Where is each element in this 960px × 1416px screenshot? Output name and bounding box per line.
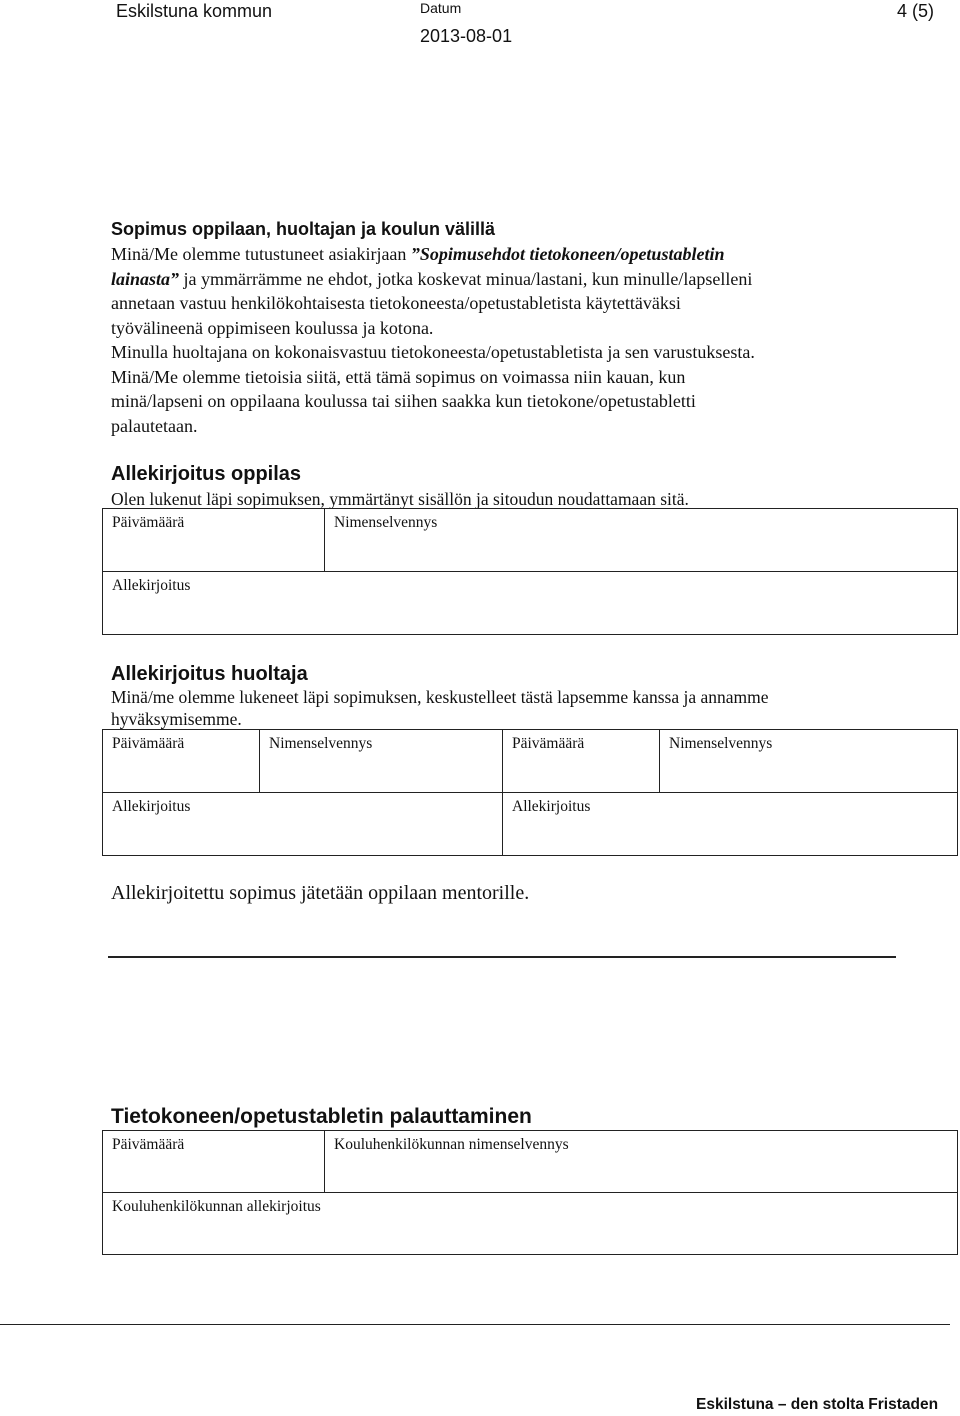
staff-name-label: Kouluhenkilökunnan nimenselvennys: [334, 1136, 569, 1153]
agreement-section: [111, 219, 901, 438]
signature-field-label: Allekirjoitus: [112, 577, 191, 594]
guardian-1-signature-field[interactable]: [103, 793, 503, 855]
agreement-line-2: lainasta” ja ymmärrämme ne ehdot, jotka koskevat minua/lastani, kun minulle/lapselleni: [111, 268, 753, 289]
agreement-line-7: minä/lapseni on oppilaana koulussa tai siihen saakka kun tietokone/opetustabletti: [111, 391, 696, 411]
student-signature-field[interactable]: [103, 572, 957, 634]
guardian-2-date-field[interactable]: [503, 730, 660, 793]
organization-name: Eskilstuna kommun: [116, 1, 273, 21]
name-field-label: Nimenselvennys: [669, 735, 773, 752]
agreement-line-8: palautetaan.: [111, 415, 198, 436]
guardian-description-line-2: hyväksymisemme.: [111, 709, 242, 729]
return-date-field[interactable]: [103, 1131, 325, 1193]
staff-signature-label: Kouluhenkilökunnan allekirjoitus: [112, 1198, 321, 1215]
footer-slogan: Eskilstuna – den stolta Fristaden: [696, 1396, 939, 1413]
name-field-label: Nimenselvennys: [269, 735, 373, 752]
agreement-title: Sopimus oppilaan, huoltajan ja koulun välillä: [111, 219, 496, 239]
date-field-label: Päivämäärä: [112, 735, 185, 752]
guardian-description-line-1: Minä/me olemme lukeneet läpi sopimuksen, keskustelleet tästä lapsemme kanssa ja annamme: [111, 687, 769, 707]
guardian-signature-table: [102, 729, 958, 856]
student-signature-description: Olen lukenut läpi sopimuksen, ymmärtänyt sisällön ja sitoudun noudattamaan sitä.: [111, 489, 689, 509]
date-label: Datum: [420, 0, 462, 16]
guardian-signature-title: Allekirjoitus huoltaja: [111, 663, 308, 685]
agreement-line-4: työvälineenä oppimiseen koulussa ja kotona.: [111, 317, 434, 338]
student-name-field[interactable]: [325, 509, 957, 572]
agreement-line-1: Minä/Me olemme tutustuneet asiakirjaan ”Sopimusehdot tietokoneen/opetustabletin: [111, 244, 725, 264]
signature-field-label: Allekirjoitus: [112, 798, 191, 815]
agreement-line-3: annetaan vastuu henkilökohtaisesta tietokoneesta/opetustabletista käytettäväksi: [111, 293, 681, 313]
guardian-1-date-field[interactable]: [103, 730, 260, 793]
guardian-2-name-field[interactable]: [660, 730, 957, 793]
mentor-note: Allekirjoitettu sopimus jätetään oppilaan mentorille.: [111, 882, 530, 904]
footer-rule: [0, 1324, 950, 1325]
date-field-label: Päivämäärä: [112, 514, 185, 531]
document-date: 2013-08-01: [420, 26, 513, 46]
separator-line: [108, 956, 896, 958]
staff-name-field[interactable]: [325, 1131, 957, 1193]
name-field-label: Nimenselvennys: [334, 514, 438, 531]
guardian-1-name-field[interactable]: [260, 730, 503, 793]
student-signature-table: [102, 508, 958, 635]
staff-signature-field[interactable]: [103, 1193, 957, 1254]
return-section-title: Tietokoneen/opetustabletin palauttaminen: [111, 1105, 532, 1128]
document-reference: ”Sopimusehdot tietokoneen/opetustabletin: [410, 244, 725, 264]
date-field-label: Päivämäärä: [512, 735, 585, 752]
agreement-line-5: Minulla huoltajana on kokonaisvastuu tietokoneesta/opetustabletista ja sen varustuksesta.: [111, 342, 755, 362]
agreement-line-6: Minä/Me olemme tietoisia siitä, että tämä sopimus on voimassa niin kauan, kun: [111, 366, 686, 387]
student-date-field[interactable]: [103, 509, 325, 572]
student-signature-title: Allekirjoitus oppilas: [111, 463, 302, 485]
page-number: 4 (5): [897, 1, 935, 21]
return-signature-table: [102, 1130, 958, 1255]
date-field-label: Päivämäärä: [112, 1136, 185, 1153]
signature-field-label: Allekirjoitus: [512, 798, 591, 815]
guardian-2-signature-field[interactable]: [503, 793, 957, 855]
